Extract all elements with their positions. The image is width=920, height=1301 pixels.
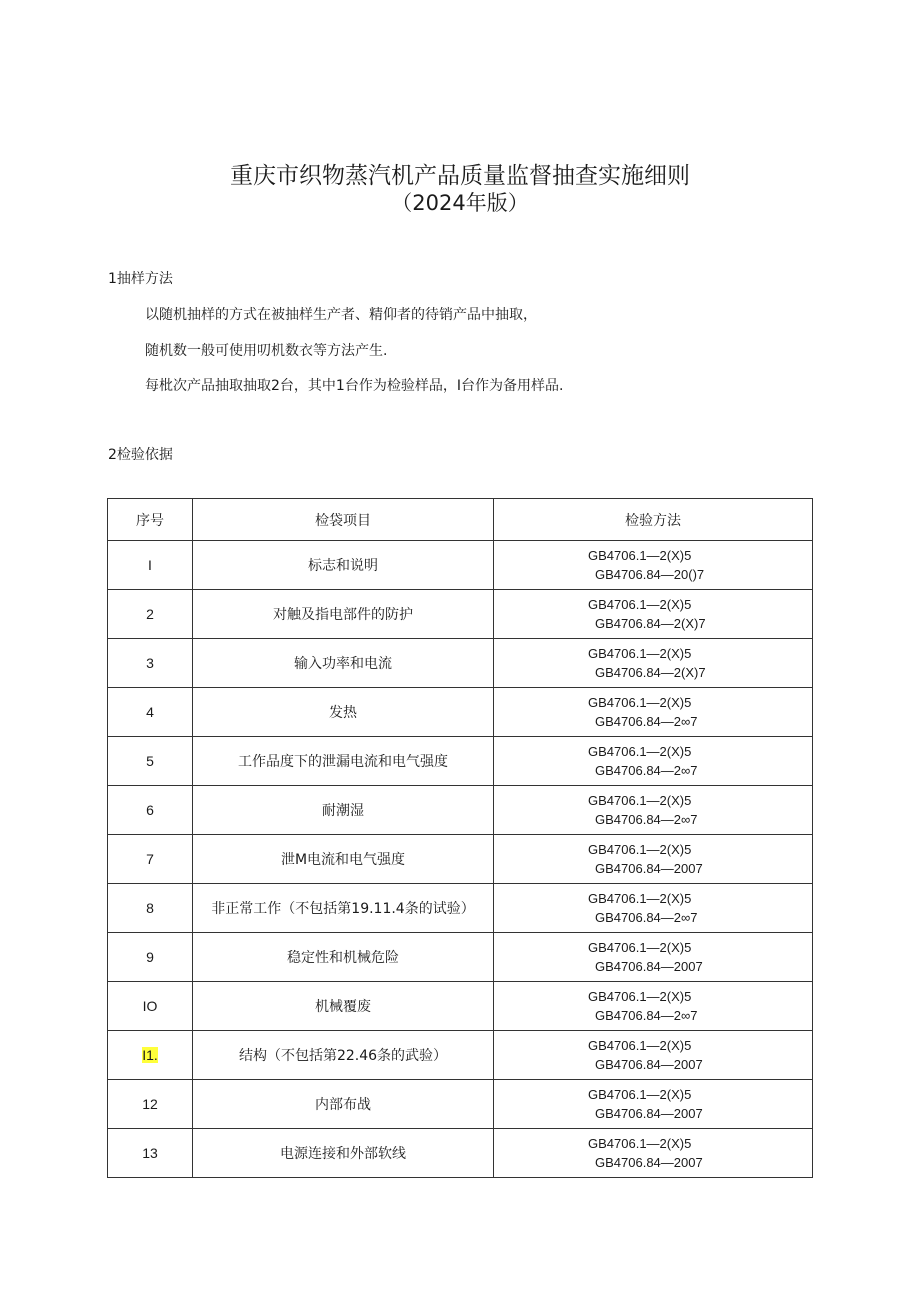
table-row	[108, 933, 813, 982]
row-number	[108, 1080, 193, 1129]
method-standard-general: GB4706.1—2(X)5	[588, 891, 692, 906]
method-standard-general: GB4706.1—2(X)5	[588, 744, 692, 759]
table-row	[108, 786, 813, 835]
section-heading-basis: 2检验依据	[108, 447, 173, 463]
inspection-item: 耐潮湿	[193, 786, 494, 835]
sampling-paragraph: 随机数一般可使用叨机数衣等方法产生.	[145, 343, 388, 359]
inspection-method	[494, 688, 813, 737]
row-number-text: IO	[142, 998, 158, 1014]
method-standard-specific: GB4706.84—2∞7	[595, 910, 698, 925]
inspection-item: 工作品度下的泄漏电流和电气强度	[193, 737, 494, 786]
table-row	[108, 639, 813, 688]
method-standard-general: GB4706.1—2(X)5	[588, 940, 692, 955]
method-standard-general: GB4706.1—2(X)5	[588, 646, 692, 661]
inspection-method	[494, 639, 813, 688]
row-number-text: 12	[142, 1096, 158, 1112]
method-standard-general: GB4706.1—2(X)5	[588, 1038, 692, 1053]
inspection-item: 内部布战	[193, 1080, 494, 1129]
row-number-text: I1.	[142, 1047, 158, 1063]
inspection-table	[107, 498, 813, 1178]
row-number-text: 13	[142, 1145, 158, 1161]
method-standard-specific: GB4706.84—2007	[595, 1106, 703, 1121]
inspection-item: 结构（不包括第22.46条的武验）	[193, 1031, 494, 1080]
inspection-method	[494, 933, 813, 982]
row-number	[108, 933, 193, 982]
row-number	[108, 639, 193, 688]
row-number	[108, 590, 193, 639]
table-row	[108, 737, 813, 786]
row-number	[108, 835, 193, 884]
table-row	[108, 541, 813, 590]
table-row	[108, 884, 813, 933]
document-edition: （2024年版）	[391, 191, 529, 215]
row-number-text: 8	[146, 900, 154, 916]
inspection-item: 对触及指电部件的防护	[193, 590, 494, 639]
table-row	[108, 1080, 813, 1129]
inspection-method	[494, 1129, 813, 1178]
method-standard-general: GB4706.1—2(X)5	[588, 1136, 692, 1151]
section-heading-sampling: 1抽样方法	[108, 271, 173, 287]
header-method: 检验方法	[494, 499, 813, 541]
inspection-method	[494, 786, 813, 835]
method-standard-general: GB4706.1—2(X)5	[588, 989, 692, 1004]
method-standard-specific: GB4706.84—2∞7	[595, 812, 698, 827]
method-standard-specific: GB4706.84—2∞7	[595, 714, 698, 729]
method-standard-specific: GB4706.84—2∞7	[595, 1008, 698, 1023]
method-standard-general: GB4706.1—2(X)5	[588, 597, 692, 612]
method-standard-general: GB4706.1—2(X)5	[588, 793, 692, 808]
inspection-method	[494, 835, 813, 884]
method-standard-specific: GB4706.84—2007	[595, 1155, 703, 1170]
row-number	[108, 737, 193, 786]
row-number-text: 4	[146, 704, 154, 720]
row-number-text: 9	[146, 949, 154, 965]
inspection-item: 非正常工作（不包括第19.11.4条的试验）	[193, 884, 494, 933]
method-standard-specific: GB4706.84—20()7	[595, 567, 705, 582]
method-standard-general: GB4706.1—2(X)5	[588, 1087, 692, 1102]
row-number	[108, 1031, 193, 1080]
row-number	[108, 1129, 193, 1178]
header-item: 检袋项目	[193, 499, 494, 541]
inspection-item: 输入功率和电流	[193, 639, 494, 688]
method-standard-general: GB4706.1—2(X)5	[588, 695, 692, 710]
row-number	[108, 688, 193, 737]
inspection-method	[494, 982, 813, 1031]
header-no: 序号	[108, 499, 193, 541]
inspection-method	[494, 737, 813, 786]
inspection-item: 发热	[193, 688, 494, 737]
row-number	[108, 786, 193, 835]
inspection-item: 电源连接和外部软线	[193, 1129, 494, 1178]
row-number-text: 2	[146, 606, 154, 622]
row-number-text: 6	[146, 802, 154, 818]
inspection-item: 泄M电流和电气强度	[193, 835, 494, 884]
table-row	[108, 982, 813, 1031]
inspection-method	[494, 884, 813, 933]
row-number-text: I	[148, 557, 152, 573]
document-title: 重庆市织物蒸汽机产品质量监督抽查实施细则	[230, 163, 690, 189]
method-standard-specific: GB4706.84—2(X)7	[595, 665, 706, 680]
table-row	[108, 835, 813, 884]
inspection-item: 机械覆废	[193, 982, 494, 1031]
table-row	[108, 1031, 813, 1080]
inspection-item: 稳定性和机械危险	[193, 933, 494, 982]
inspection-method	[494, 541, 813, 590]
method-standard-general: GB4706.1—2(X)5	[588, 842, 692, 857]
table-header-row	[108, 499, 813, 541]
row-number-text: 5	[146, 753, 154, 769]
table-row	[108, 688, 813, 737]
row-number	[108, 884, 193, 933]
method-standard-general: GB4706.1—2(X)5	[588, 548, 692, 563]
method-standard-specific: GB4706.84—2∞7	[595, 763, 698, 778]
inspection-item: 标志和说明	[193, 541, 494, 590]
method-standard-specific: GB4706.84—2007	[595, 959, 703, 974]
sampling-paragraph: 以随机抽样的方式在被抽样生产者、精仰者的待销产品中抽取，	[145, 307, 537, 323]
row-number-text: 3	[146, 655, 154, 671]
row-number	[108, 541, 193, 590]
row-number-text: 7	[146, 851, 154, 867]
method-standard-specific: GB4706.84—2(X)7	[595, 616, 706, 631]
row-number	[108, 982, 193, 1031]
inspection-method	[494, 1031, 813, 1080]
table-row	[108, 590, 813, 639]
method-standard-specific: GB4706.84—2007	[595, 861, 703, 876]
inspection-method	[494, 1080, 813, 1129]
method-standard-specific: GB4706.84—2007	[595, 1057, 703, 1072]
inspection-method	[494, 590, 813, 639]
table-row	[108, 1129, 813, 1178]
sampling-paragraph: 每枇次产品抽取抽取2台，其中1台作为检验样品，I台作为备用样品.	[145, 378, 564, 394]
